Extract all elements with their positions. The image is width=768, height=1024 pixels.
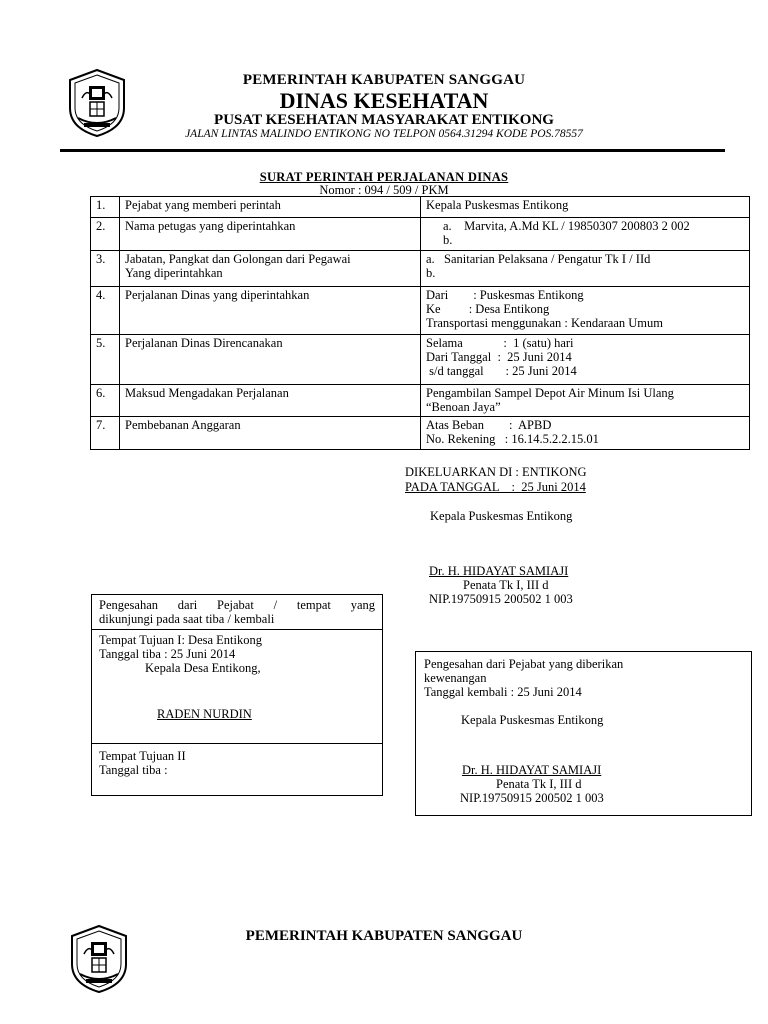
return-date: Tanggal kembali : 25 Juni 2014 [424, 685, 582, 699]
row-label: Pembebanan Anggaran [120, 417, 421, 450]
return-position: Kepala Puskesmas Entikong [461, 713, 604, 727]
row-label: Perjalanan Dinas Direncanakan [120, 335, 421, 385]
destination-2-section [92, 744, 382, 780]
destination-1-section [92, 630, 382, 744]
row-value: Kepala Puskesmas Entikong [421, 197, 750, 218]
row-number: 2. [91, 218, 120, 251]
row-label: Perjalanan Dinas yang diperintahkan [120, 287, 421, 335]
row-number: 4. [91, 287, 120, 335]
signatory-nip: NIP.19750915 200502 1 003 [429, 592, 573, 606]
row-value: Pengambilan Sampel Depot Air Minum Isi Ulang “Benoan Jaya” [421, 385, 750, 417]
table-row [91, 385, 750, 417]
village-head-name: RADEN NURDIN [157, 707, 252, 721]
signatory-rank: Penata Tk I, III d [463, 578, 549, 592]
header-unit: PUSAT KESEHATAN MASYARAKAT ENTIKONG [214, 112, 554, 128]
arrival-approval-box [91, 594, 383, 796]
table-row [91, 335, 750, 385]
arrival-box-header: Pengesahan dari Pejabat / tempat yang dikunjungi pada saat tiba / kembali [92, 595, 382, 630]
table-row [91, 218, 750, 251]
issued-place: DIKELUARKAN DI : ENTIKONG [405, 465, 587, 479]
return-approval-box: Pengesahan dari Pejabat yang diberikan kewenangan Tanggal kembali : 25 Juni 2014 Kepala Puskesmas Entikong Dr. H. HIDAYAT SAMIAJI Penata Tk I, III d NIP.19750915 200502 1 003 [415, 651, 752, 816]
table-row [91, 197, 750, 218]
row-label: Maksud Mengadakan Perjalanan [120, 385, 421, 417]
document-number: Nomor : 094 / 509 / PKM [319, 183, 449, 197]
header-government: PEMERINTAH KABUPATEN SANGGAU [242, 72, 526, 88]
return-box-header: Pengesahan dari Pejabat yang diberikan [424, 657, 624, 671]
header-divider [60, 149, 725, 152]
row-number: 1. [91, 197, 120, 218]
header-address: JALAN LINTAS MALINDO ENTIKONG NO TELPON 0564.31294 KODE POS.78557 [185, 128, 583, 140]
row-value: Dari : Puskesmas Entikong Ke : Desa Entikong Transportasi menggunakan : Kendaraan Umum [421, 287, 750, 335]
row-value: a. Sanitarian Pelaksana / Pengatur Tk I / IId b. [421, 251, 750, 287]
row-number: 3. [91, 251, 120, 287]
table-row [91, 287, 750, 335]
orders-table [90, 196, 750, 450]
footer-government: PEMERINTAH KABUPATEN SANGGAU [245, 928, 523, 944]
arrival-date-1: Tanggal tiba : 25 Juni 2014 [99, 647, 236, 661]
issued-date: PADA TANGGAL : 25 Juni 2014 [405, 480, 586, 494]
row-value: Atas Beban : APBD No. Rekening : 16.14.5.2.2.15.01 [421, 417, 750, 450]
row-label: Pejabat yang memberi perintah [120, 197, 421, 218]
row-number: 6. [91, 385, 120, 417]
issued-position: Kepala Puskesmas Entikong [430, 509, 573, 523]
row-value: Selama : 1 (satu) hari Dari Tanggal : 25 Juni 2014 s/d tanggal : 25 Juni 2014 [421, 335, 750, 385]
destination-1: Tempat Tujuan I: Desa Entikong [99, 633, 263, 647]
signatory-name: Dr. H. HIDAYAT SAMIAJI [429, 564, 569, 578]
row-label: Jabatan, Pangkat dan Golongan dari Pegawai Yang diperintahkan [120, 251, 421, 287]
arrival-date-2: Tanggal tiba : [99, 763, 168, 777]
header-agency: DINAS KESEHATAN [279, 88, 489, 113]
table-row [91, 251, 750, 287]
document-title: SURAT PERINTAH PERJALANAN DINAS [259, 170, 509, 184]
destination-2: Tempat Tujuan II [99, 749, 186, 763]
row-number: 5. [91, 335, 120, 385]
return-signatory-nip: NIP.19750915 200502 1 003 [460, 791, 604, 805]
row-label: Nama petugas yang diperintahkan [120, 218, 421, 251]
table-row [91, 417, 750, 450]
return-signatory-rank: Penata Tk I, III d [496, 777, 582, 791]
village-head-title: Kepala Desa Entikong, [145, 661, 261, 675]
return-signatory-name: Dr. H. HIDAYAT SAMIAJI [462, 763, 602, 777]
row-value: a. Marvita, A.Md KL / 19850307 200803 2 002 b. [421, 218, 750, 251]
row-number: 7. [91, 417, 120, 450]
